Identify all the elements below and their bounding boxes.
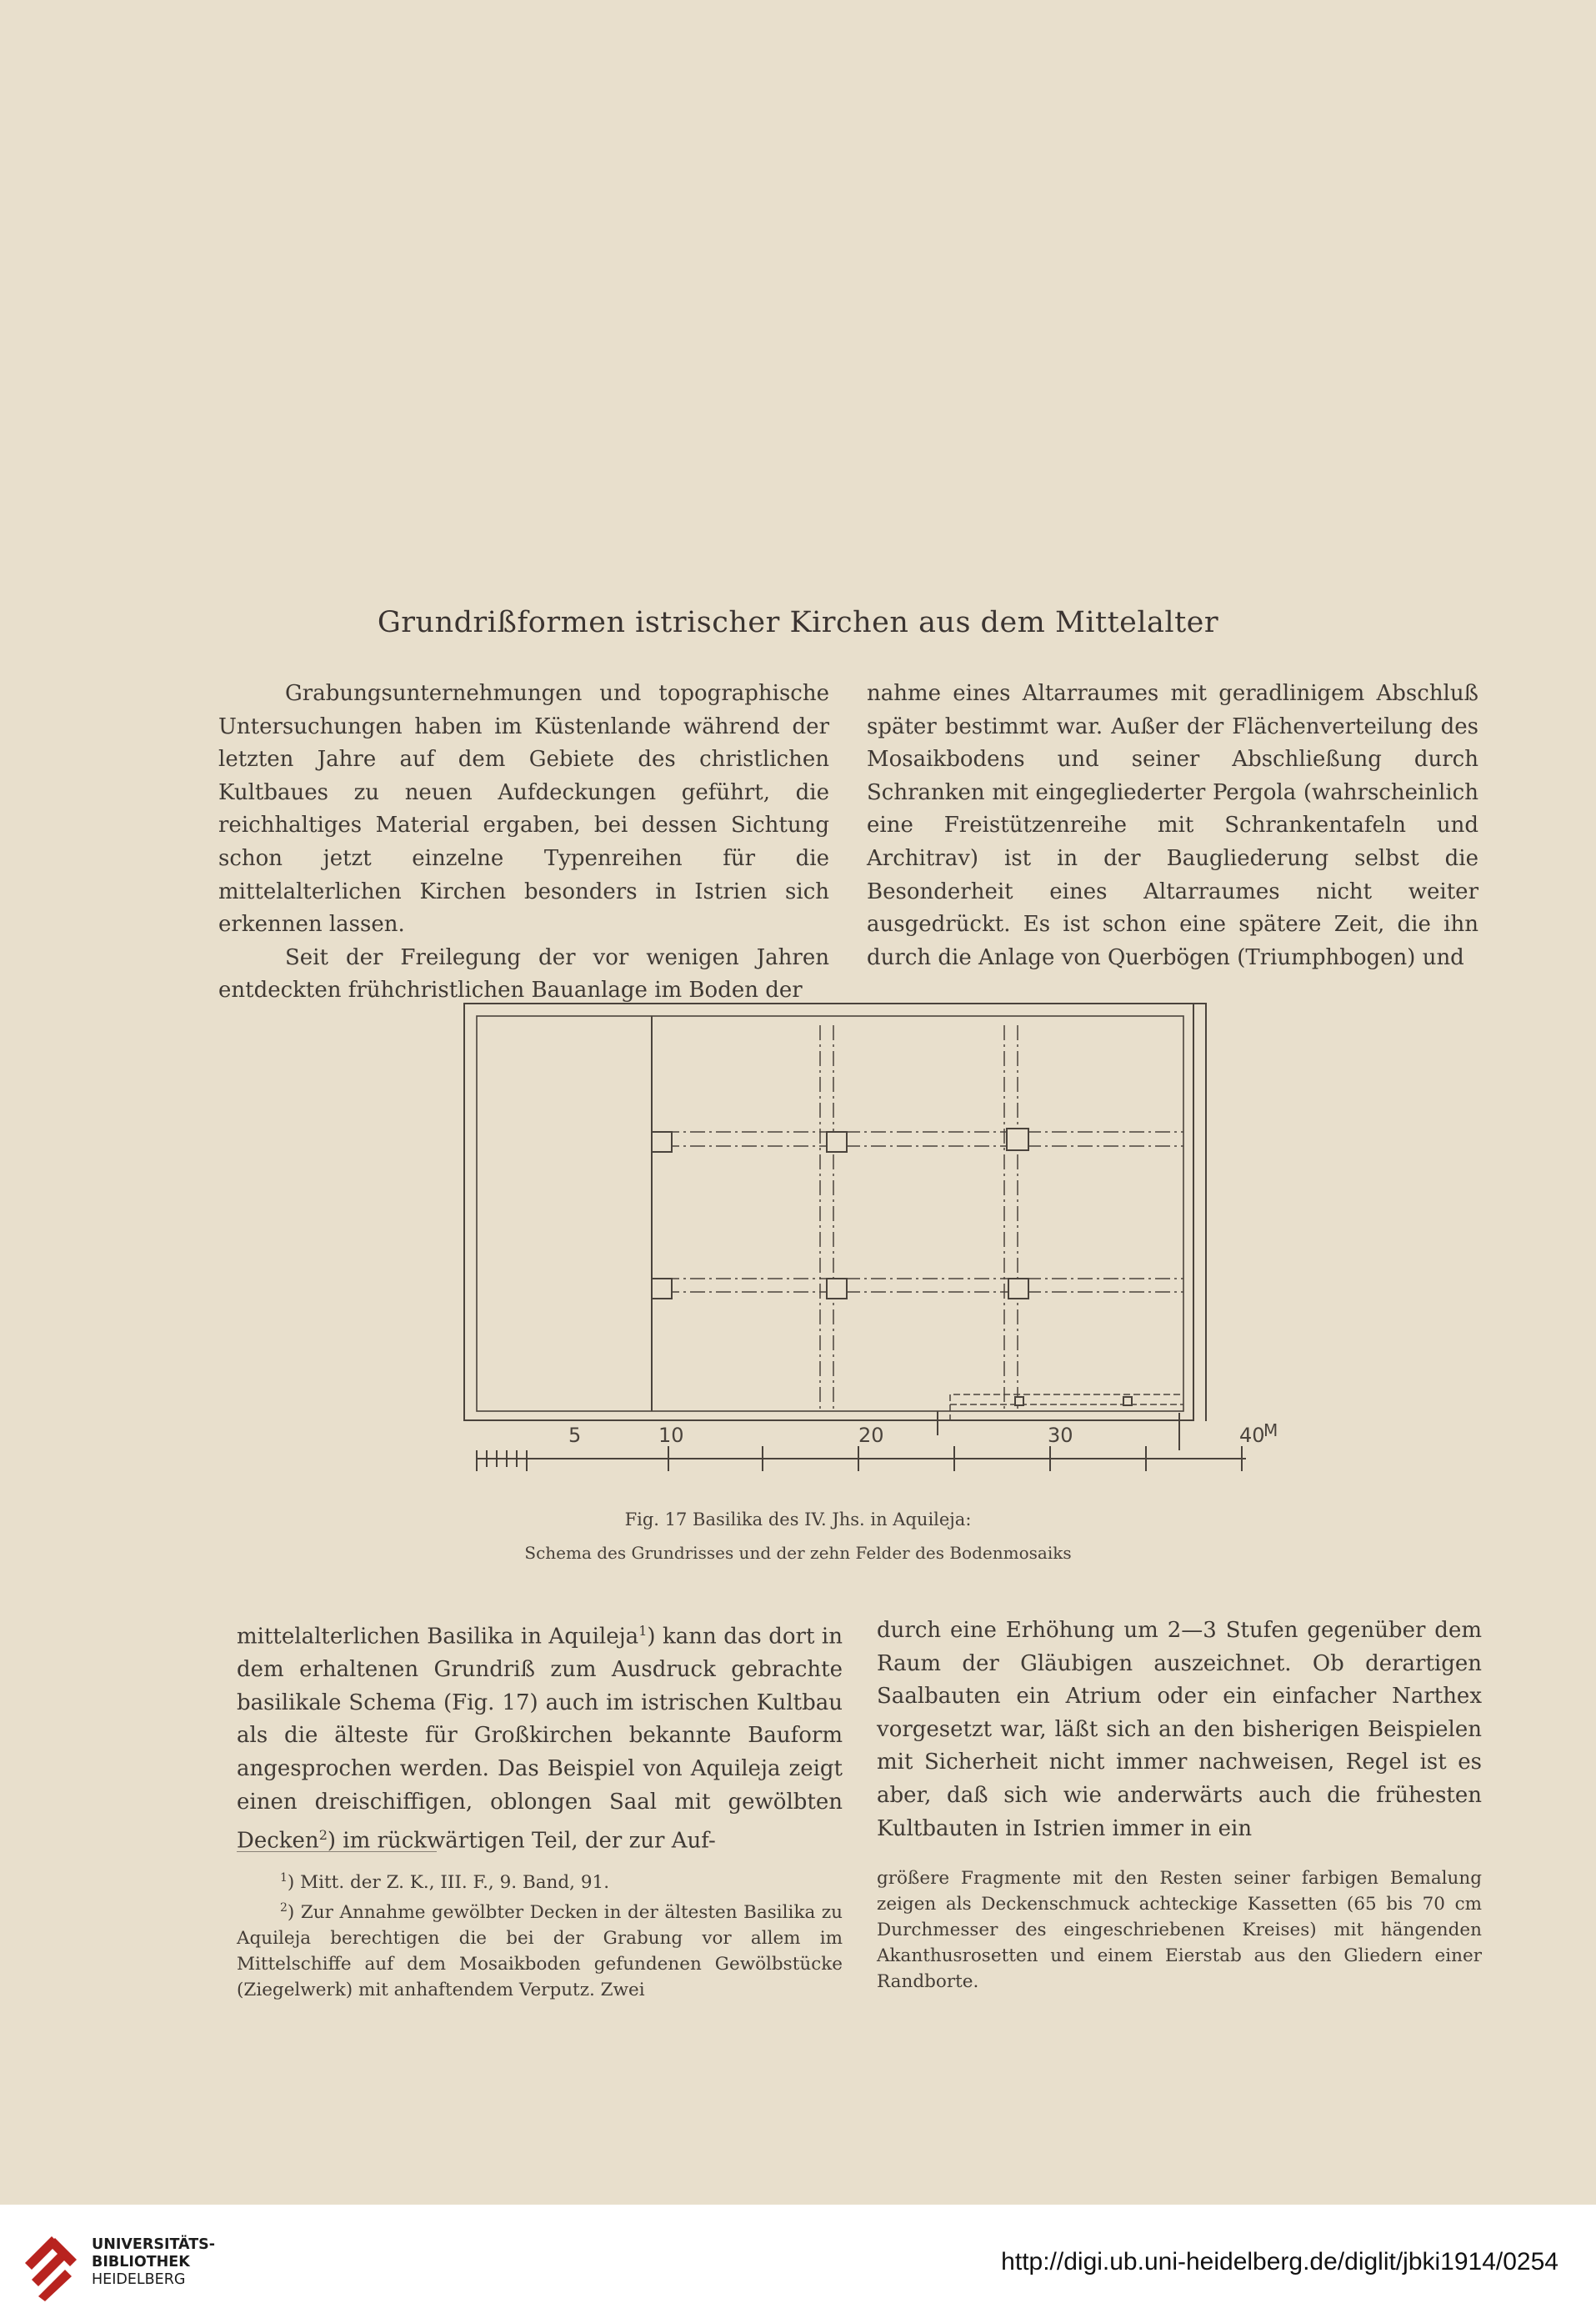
text-column-right-top [867,678,1478,974]
scale-label-20: 20 [858,1424,884,1447]
footnote-ref: 2 [318,1827,328,1844]
viewer-footer [0,2205,1596,2318]
paragraph: Grabungsunternehmungen und topographische Untersuchungen haben im Küstenlande während der letzten Jahre auf dem Gebiete des christlichen Kultbaues zu neuen Aufdeckungen geführt, die reichhaltiges Material ergaben, bei dessen Sichtung schon jetzt einzelne Typenreihen für die mittelalterlichen Kirchen besonders in Istrien sich erkennen lassen. [218,681,829,938]
footnote-continuation: größere Fragmente mit den Resten seiner farbigen Bemalung zeigen als Deckenschmuck achteckige Kassetten (65 bis 70 cm Durchmesser des eingeschriebenen Kreises) mit hängenden Akanthusrosetten und einem Eierstab aus den Gliedern einer Randborte. [877,1868,1482,1992]
screen-post [1123,1397,1132,1405]
paragraph: Seit der Freilegung der vor wenigen Jahren entdeckten frühchristlichen Bauanlage im Boden der [218,944,829,1004]
pillar [827,1279,847,1299]
wall-inner-line [477,1016,1183,1411]
outer-wall [464,1004,1206,1421]
page-title: Grundrißformen istrischer Kirchen aus dem Mittelalter [377,606,1219,639]
basilica-floor-plan-figure [450,996,1283,1496]
footnotes-left [237,1865,843,2003]
pillar [1008,1279,1028,1299]
pillar [652,1279,672,1299]
scale-label-30: 30 [1048,1424,1073,1447]
pillar [1007,1129,1028,1150]
figure-caption-line1: Fig. 17 Basilika des IV. Jhs. in Aquileja: [624,1509,972,1529]
library-logo-icon [22,2230,82,2301]
paragraph: nahme eines Altarraumes mit geradlinigem Abschluß später bestimmt war. Außer der Flächenverteilung des Mosaikbodens und seiner Abschließung durch Schranken mit eingegliederter Pergola (wahrscheinlich eine Freistützenreihe mit Schrankentafeln und Architrav) ist in der Baugliederung selbst die Besonderheit eines Altarraumes nicht weiter ausgedrückt. Es ist schon eine spätere Zeit, die ihn durch die Anlage von Querbögen (Triumphbogen) und [867,681,1478,970]
figure-caption-line2: Schema des Grundrisses und der zehn Felder des Bodenmosaiks [524,1543,1072,1563]
footnote-rule [237,1851,437,1852]
paragraph: durch eine Erhöhung um 2—3 Stufen gegenüber dem Raum der Gläubigen auszeichnet. Ob derartigen Saalbauten ein Atrium oder ein einfacher Narthex vorgesetzt war, läßt sich an den bisherigen Beispielen mit Sicherheit nicht immer nachweisen, Regel ist es aber, daß sich wie anderwärts auch die frühesten Kultbauten in Istrien immer in ein [877,1618,1482,1841]
source-url-link[interactable]: http://digi.ub.uni-heidelberg.de/diglit/jbki1914/0254 [1001,2248,1558,2275]
footnotes-right [877,1865,1482,1995]
scale-label-40: 40 [1239,1424,1265,1447]
text-column-left-bottom [237,1615,843,1858]
text-column-right-bottom [877,1615,1482,1845]
scale-unit: M [1263,1420,1278,1440]
wall-outer-line [464,1004,1193,1420]
pillar [827,1132,847,1152]
footnote-1: $^1$) Mitt. der Z. K., III. F., 9. Band, 91. [280,1871,610,1894]
footnote-ref: 1 [638,1623,648,1639]
scale-label-5: 5 [568,1424,582,1447]
paragraph: mittelalterlichen Basilika in Aquileja$^1$) kann das dort in dem erhaltenen Grundriß zum Ausdruck gebrachte basilikale Schema (Fig. 17) auch im istrischen Kultbau als die älteste für Großkirchen bekannte Bauform angesprochen werden. Das Beispiel von Aquileja zeigt einen dreischiffigen, oblongen Saal mit gewölbten Decken$^2$) im rückwärtigen Teil, der zur Auf- [237,1623,843,1854]
text-column-left-top [218,678,829,1008]
pillar [652,1132,672,1152]
screen-post [1015,1397,1023,1405]
scale-label-10: 10 [658,1424,684,1447]
footnote-2: $^2$) Zur Annahme gewölbter Decken in der ältesten Basilika zu Aquileja berechtigen die bei der Grabung vor allem im Mittelschiffe auf dem Mosaikboden gefundenen Gewölbstücke (Ziegelwerk) mit anhaftendem Verputz. Zwei [237,1901,843,2001]
library-name: UNIVERSITÄTS- BIBLIOTHEK HEIDELBERG [92,2236,216,2288]
